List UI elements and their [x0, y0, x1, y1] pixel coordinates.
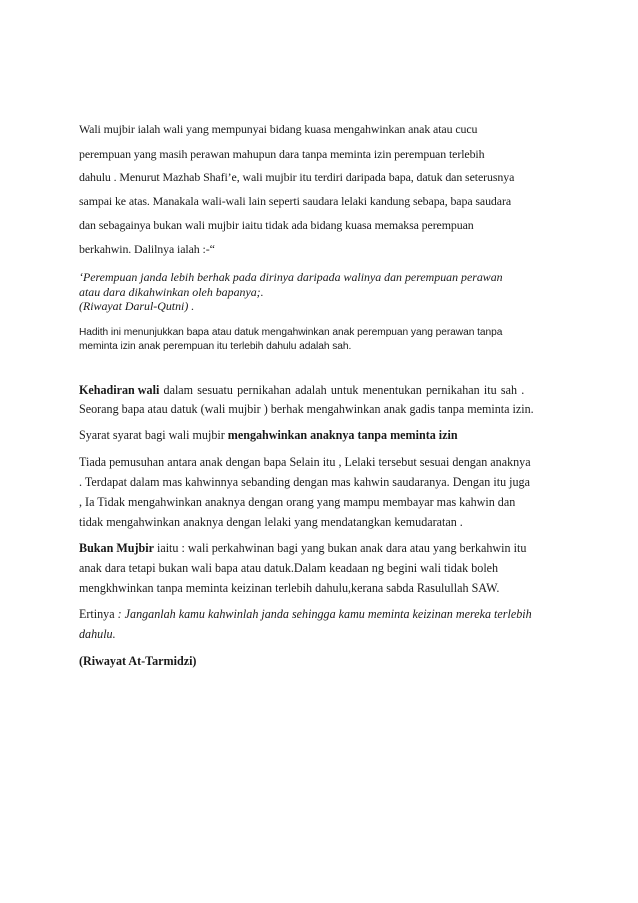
bukan-mujbir-line [79, 541, 526, 556]
syarat-bold: mengahwinkan anaknya tanpa meminta izin [227, 428, 458, 442]
bukan-mujbir-line: anak dara tetapi bukan wali bapa atau datuk.Dalam keadaan ng begini wali tidak boleh [79, 561, 499, 575]
kehadiran-heading: Kehadiran wali [79, 383, 160, 397]
ertinya-text: : Janganlah kamu kahwinlah janda sehingga kamu meminta keizinan mereka terlebih [117, 607, 532, 621]
conditions-line: , Ia Tidak mengahwinkan anaknya dengan orang yang mampu membayar mas kahwin dan [79, 495, 516, 509]
quote-citation: (Riwayat Darul-Qutni) . [79, 299, 195, 313]
ertinya-line: dahulu. [79, 627, 116, 641]
conditions-line: tidak mengahwinkan anaknya dengan lelaki yang mendatangkan kemudaratan . [79, 515, 463, 529]
explanation-line: Hadith ini menunjukkan bapa atau datuk mengahwinkan anak perempuan yang perawan tanpa [79, 327, 503, 338]
explanation-line: meminta izin anak perempuan itu terlebih dahulu adalah sah. [79, 341, 352, 352]
bukan-mujbir-text: iaitu : wali perkahwinan bagi yang bukan anak dara atau yang berkahwin itu [153, 541, 527, 555]
kehadiran-text: dalam sesuatu pernikahan adalah untuk menentukan pernikahan itu sah . [159, 383, 525, 397]
intro-line: berkahwin. Dalilnya ialah :-“ [79, 242, 215, 256]
conditions-line: Tiada pemusuhan antara anak dengan bapa Selain itu , Lelaki tersebut sesuai dengan anaknya [79, 455, 531, 469]
intro-line: sampai ke atas. Manakala wali-wali lain seperti saudara lelaki kandung sebapa, bapa saudara [79, 194, 511, 208]
intro-line: perempuan yang masih perawan mahupun dara tanpa meminta izin perempuan terlebih [79, 147, 485, 161]
bukan-mujbir-line: mengkhwinkan tanpa meminta keizinan terlebih dahulu,kerana sabda Rasulullah SAW. [79, 581, 500, 595]
kehadiran-line [79, 383, 524, 398]
citation: (Riwayat At-Tarmidzi) [79, 654, 197, 668]
bukan-mujbir-heading: Bukan Mujbir [79, 541, 154, 555]
intro-line: Wali mujbir ialah wali yang mempunyai bidang kuasa mengahwinkan anak atau cucu [79, 122, 478, 136]
quote-line: ‘Perempuan janda lebih berhak pada dirinya daripada walinya dan perempuan perawan [79, 270, 503, 284]
conditions-line: . Terdapat dalam mas kahwinnya sebanding dengan mas kahwin saudaranya. Dengan itu juga [79, 475, 530, 489]
intro-line: dan sebagainya bukan wali mujbir iaitu tidak ada bidang kuasa memaksa perempuan [79, 218, 474, 232]
kehadiran-line: Seorang bapa atau datuk (wali mujbir ) berhak mengahwinkan anak gadis tanpa meminta izin. [79, 402, 534, 416]
ertinya-lead: Ertinya [79, 607, 118, 621]
syarat-lead: Syarat syarat bagi wali mujbir [79, 428, 228, 442]
ertinya-line [79, 607, 532, 622]
quote-line: atau dara dikahwinkan oleh bapanya;. [79, 285, 264, 299]
intro-line: dahulu . Menurut Mazhab Shafi’e, wali mujbir itu terdiri daripada bapa, datuk dan seterusnya [79, 170, 515, 184]
syarat-heading [79, 428, 458, 443]
